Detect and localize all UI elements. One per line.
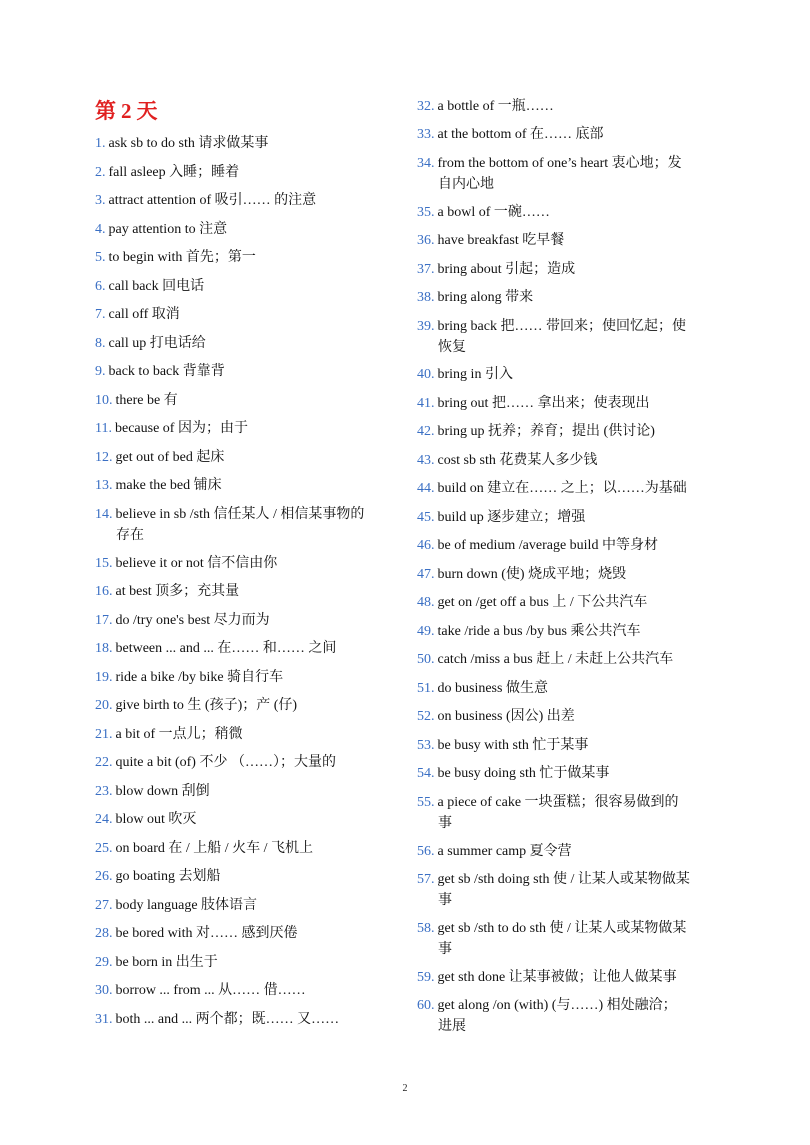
phrase-entry [417, 230, 564, 251]
phrase-entry [95, 752, 336, 773]
entry-text: make the bed 铺床 [115, 478, 222, 493]
entry-number: 39. [417, 319, 435, 334]
phrase-entry [95, 276, 204, 297]
entry-text: back to back 背靠背 [108, 364, 225, 379]
entry-number: 24. [95, 812, 113, 827]
entry-number: 11. [95, 421, 112, 436]
phrase-entry [417, 153, 682, 195]
entry-number: 41. [417, 396, 435, 411]
entry-text: blow out 吹灭 [115, 812, 197, 827]
entry-number: 32. [417, 99, 435, 114]
entry-number: 14. [95, 507, 113, 522]
entry-text: believe in sb /sth 信任某人 / 相信某事物的 [115, 507, 365, 522]
entry-text: a piece of cake 一块蛋糕；很容易做到的 [437, 795, 679, 810]
entry-number: 56. [417, 844, 435, 859]
phrase-entry [95, 980, 306, 1001]
phrase-entry [417, 450, 597, 471]
phrase-entry [417, 792, 679, 834]
entry-number: 31. [95, 1012, 113, 1027]
phrase-entry [417, 735, 588, 756]
entry-text-continuation: 事 [438, 893, 452, 908]
phrase-entry [95, 190, 316, 211]
entry-text-continuation: 进展 [438, 1019, 466, 1034]
entry-text: bring about 引起；造成 [437, 262, 576, 277]
entry-text: be busy doing sth 忙于做某事 [437, 766, 610, 781]
entry-number: 3. [95, 193, 106, 208]
entry-text: there be 有 [115, 393, 178, 408]
entry-number: 19. [95, 670, 113, 685]
entry-text: do business 做生意 [437, 681, 548, 696]
entry-text-continuation: 事 [438, 816, 452, 831]
entry-number: 30. [95, 983, 113, 998]
entry-text: take /ride a bus /by bus 乘公共汽车 [437, 624, 641, 639]
entry-text: a bowl of 一碗…… [437, 205, 550, 220]
phrase-entry [95, 553, 277, 574]
day-heading [95, 95, 159, 125]
entry-text: get out of bed 起床 [115, 450, 225, 465]
entry-text: catch /miss a bus 赶上 / 未赶上公共汽车 [437, 652, 674, 667]
entry-number: 16. [95, 584, 113, 599]
entry-text: be born in 出生于 [115, 955, 218, 970]
entry-number: 33. [417, 127, 435, 142]
phrase-entry [95, 838, 313, 859]
entry-number: 26. [95, 869, 113, 884]
phrase-entry [417, 678, 548, 699]
entry-number: 29. [95, 955, 113, 970]
phrase-entry [95, 1009, 339, 1030]
phrase-entry [417, 967, 677, 988]
entry-text: be busy with sth 忙于某事 [437, 738, 589, 753]
entry-number: 53. [417, 738, 435, 753]
entry-text: on business (因公) 出差 [437, 709, 575, 724]
entry-text: both ... and ... 两个都；既…… 又…… [115, 1012, 340, 1027]
entry-text: believe it or not 信不信由你 [115, 556, 278, 571]
entry-number: 55. [417, 795, 435, 810]
entry-number: 21. [95, 727, 113, 742]
entry-text-continuation: 存在 [116, 528, 144, 543]
entry-text: cost sb sth 花费某人多少钱 [437, 453, 598, 468]
phrase-entry [417, 649, 673, 670]
phrase-entry [95, 667, 283, 688]
entry-text: be bored with 对…… 感到厌倦 [115, 926, 298, 941]
phrase-entry [417, 918, 686, 960]
entry-text: build on 建立在…… 之上；以……为基础 [437, 481, 687, 496]
entry-number: 48. [417, 595, 435, 610]
phrase-entry [95, 866, 221, 887]
entry-text: burn down (使) 烧成平地；烧毁 [437, 567, 627, 582]
entry-text: bring out 把…… 拿出来；使表现出 [437, 396, 650, 411]
entry-number: 52. [417, 709, 435, 724]
entry-number: 43. [417, 453, 435, 468]
entry-text: give birth to 生 (孩子)；产 (仔) [115, 698, 298, 713]
entry-number: 50. [417, 652, 435, 667]
phrase-entry [95, 923, 297, 944]
entry-text: call up 打电话给 [108, 336, 206, 351]
entry-number: 40. [417, 367, 435, 382]
heading-prefix: 第 [95, 99, 117, 123]
entry-number: 22. [95, 755, 113, 770]
phrase-entry [417, 535, 658, 556]
phrase-entry [95, 390, 178, 411]
entry-number: 36. [417, 233, 435, 248]
phrase-entry [417, 507, 585, 528]
entry-number: 17. [95, 613, 113, 628]
entry-text: on board 在 / 上船 / 火车 / 飞机上 [115, 841, 314, 856]
entry-text: a summer camp 夏令营 [437, 844, 572, 859]
entry-number: 38. [417, 290, 435, 305]
page-number: 2 [402, 1083, 408, 1094]
entry-number: 57. [417, 872, 435, 887]
phrase-entry [95, 219, 227, 240]
phrase-entry [417, 259, 575, 280]
entry-number: 13. [95, 478, 113, 493]
phrase-entry [95, 581, 239, 602]
entry-number: 23. [95, 784, 113, 799]
entry-number: 6. [95, 279, 106, 294]
phrase-entry [95, 304, 180, 325]
entry-number: 60. [417, 998, 435, 1013]
entry-text: between ... and ... 在…… 和…… 之间 [115, 641, 337, 656]
entry-number: 34. [417, 156, 435, 171]
phrase-entry [95, 333, 206, 354]
entry-number: 51. [417, 681, 435, 696]
phrase-entry [417, 202, 550, 223]
entry-number: 47. [417, 567, 435, 582]
entry-text: get on /get off a bus 上 / 下公共汽车 [437, 595, 648, 610]
phrase-entry [417, 621, 640, 642]
phrase-entry [95, 952, 218, 973]
phrase-entry [95, 133, 268, 154]
entry-number: 59. [417, 970, 435, 985]
phrase-entry [417, 564, 626, 585]
entry-number: 44. [417, 481, 435, 496]
entry-number: 27. [95, 898, 113, 913]
phrase-entry [95, 504, 364, 546]
entry-number: 5. [95, 250, 106, 265]
entry-text: from the bottom of one’s heart 衷心地；发 [437, 156, 682, 171]
entry-number: 18. [95, 641, 113, 656]
entry-text: borrow ... from ... 从…… 借…… [115, 983, 306, 998]
entry-number: 58. [417, 921, 435, 936]
entry-number: 1. [95, 136, 106, 151]
entry-text-continuation: 恢复 [438, 340, 466, 355]
entry-text: be of medium /average build 中等身材 [437, 538, 658, 553]
entry-number: 46. [417, 538, 435, 553]
entry-text: a bit of 一点儿；稍微 [115, 727, 243, 742]
phrase-entry [95, 361, 225, 382]
phrase-entry [417, 869, 690, 911]
phrase-entry [95, 162, 239, 183]
entry-text: quite a bit (of) 不少 （……）；大量的 [115, 755, 336, 770]
heading-suffix: 天 [136, 99, 159, 123]
entry-text: at the bottom of 在…… 底部 [437, 127, 604, 142]
entry-text: get along /on (with) (与……) 相处融洽； [437, 998, 677, 1013]
entry-text: ask sb to do sth 请求做某事 [108, 136, 269, 151]
entry-number: 4. [95, 222, 106, 237]
phrase-entry [417, 706, 575, 727]
phrase-entry [417, 316, 686, 358]
phrase-entry [95, 809, 196, 830]
entry-text: do /try one's best 尽力而为 [115, 613, 270, 628]
entry-number: 8. [95, 336, 106, 351]
entry-text: get sb /sth doing sth 使 / 让某人或某物做某 [437, 872, 690, 887]
entry-number: 2. [95, 165, 106, 180]
entry-text: call off 取消 [108, 307, 180, 322]
phrase-entry [95, 610, 270, 631]
entry-number: 15. [95, 556, 113, 571]
entry-number: 45. [417, 510, 435, 525]
entry-text: bring back 把…… 带回来；使回忆起；使 [437, 319, 686, 334]
phrase-entry [95, 638, 336, 659]
phrase-entry [417, 592, 647, 613]
entry-text: at best 顶多；充其量 [115, 584, 240, 599]
entry-number: 20. [95, 698, 113, 713]
phrase-entry [417, 841, 572, 862]
entry-number: 54. [417, 766, 435, 781]
entry-number: 9. [95, 364, 106, 379]
phrase-entry [95, 695, 297, 716]
phrase-entry [95, 418, 248, 439]
phrase-entry [417, 763, 609, 784]
entry-number: 49. [417, 624, 435, 639]
entry-text: a bottle of 一瓶…… [437, 99, 554, 114]
entry-number: 25. [95, 841, 113, 856]
entry-number: 37. [417, 262, 435, 277]
phrase-entry [417, 124, 604, 145]
entry-number: 10. [95, 393, 113, 408]
phrase-entry [95, 475, 222, 496]
entry-number: 35. [417, 205, 435, 220]
entry-text: go boating 去划船 [115, 869, 221, 884]
entry-text: bring along 带来 [437, 290, 534, 305]
entry-text: fall asleep 入睡；睡着 [108, 165, 240, 180]
entry-text: because of 因为；由于 [114, 421, 248, 436]
entry-text: call back 回电话 [108, 279, 205, 294]
phrase-entry [95, 724, 243, 745]
entry-text: bring in 引入 [437, 367, 513, 382]
phrase-entry [95, 247, 256, 268]
phrase-entry [95, 781, 210, 802]
phrase-entry [417, 96, 554, 117]
heading-number: 2 [121, 99, 133, 123]
phrase-entry [417, 287, 533, 308]
entry-text: build up 逐步建立；增强 [437, 510, 586, 525]
entry-number: 7. [95, 307, 106, 322]
entry-text: get sth done 让某事被做；让他人做某事 [437, 970, 677, 985]
entry-text: bring up 抚养；养育；提出 (供讨论) [437, 424, 655, 439]
entry-number: 12. [95, 450, 113, 465]
entry-text: pay attention to 注意 [108, 222, 228, 237]
entry-number: 42. [417, 424, 435, 439]
phrase-entry [417, 995, 677, 1037]
entry-text: body language 肢体语言 [115, 898, 258, 913]
phrase-entry [95, 895, 257, 916]
entry-text: blow down 刮倒 [115, 784, 210, 799]
entry-text: have breakfast 吃早餐 [437, 233, 565, 248]
phrase-entry [417, 421, 655, 442]
entry-text: ride a bike /by bike 骑自行车 [115, 670, 284, 685]
entry-text-continuation: 事 [438, 942, 452, 957]
entry-text: get sb /sth to do sth 使 / 让某人或某物做某 [437, 921, 687, 936]
entry-text: to begin with 首先；第一 [108, 250, 256, 265]
entry-number: 28. [95, 926, 113, 941]
phrase-entry [95, 447, 224, 468]
entry-text-continuation: 自内心地 [438, 177, 494, 192]
phrase-entry [417, 478, 687, 499]
entry-text: attract attention of 吸引…… 的注意 [108, 193, 317, 208]
phrase-entry [417, 364, 513, 385]
phrase-entry [417, 393, 649, 414]
